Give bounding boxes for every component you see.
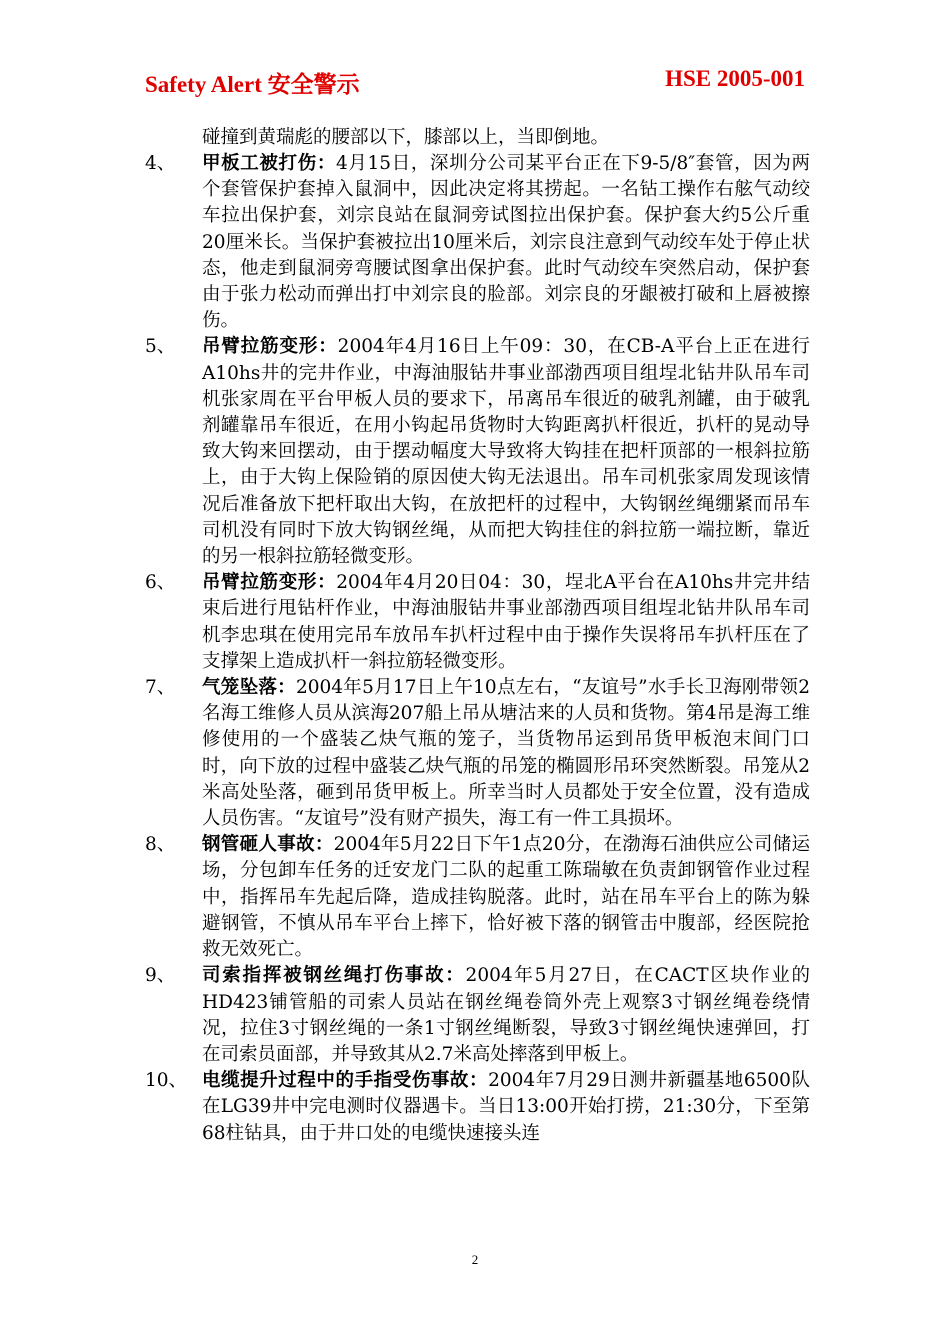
list-item xyxy=(145,570,810,675)
item-title: 吊臂拉筋变形： xyxy=(202,336,338,358)
item-text: 2004年7月29日测井新疆基地6500队在LG39井中完电测时仪器遇卡。当日13:00开始打捞，21:30分，下至第68柱钻具，由于井口处的电缆快速接头连 xyxy=(202,1070,810,1144)
item-body xyxy=(202,832,810,963)
item-body xyxy=(202,1068,810,1147)
item-title: 钢管砸人事故： xyxy=(202,834,334,856)
item-number: 7、 xyxy=(145,677,176,699)
item-body xyxy=(202,334,810,570)
item-number: 10、 xyxy=(145,1070,188,1092)
item-number: 6、 xyxy=(145,572,176,594)
item-text: 2004年5月27日，在CACT区块作业的HD423铺管船的司索人员站在钢丝绳卷筒外壳上观察3寸钢丝绳卷绕情况，拉住3寸钢丝绳的一条1寸钢丝绳断裂，导致3寸钢丝绳快速弹回，打在司索员面部，并导致其从2.7米高处摔落到甲板上。 xyxy=(202,965,810,1065)
item-title: 气笼坠落： xyxy=(202,677,296,699)
item-number: 4、 xyxy=(145,153,176,174)
list-item xyxy=(145,151,810,334)
item-text: 2004年4月20日04：30，埕北A平台在A10hs井完井结束后进行甩钻杆作业，中海油服钻井事业部渤西项目组埕北钻井队吊车司机李忠琪在使用完吊车放吊车扒杆过程中由于操作失误将吊车扒杆压在了支撑架上造成扒杆一斜拉筋轻微变形。 xyxy=(202,572,810,672)
item-number: 9、 xyxy=(145,965,176,987)
list-item xyxy=(145,1068,810,1147)
item-body xyxy=(202,963,810,1068)
list-item xyxy=(145,334,810,570)
item-text: 2004年4月16日上午09：30，在CB-A平台上正在进行A10hs井的完井作业，中海油服钻井事业部渤西项目组埕北钻井队吊车司机张家周在平台甲板人员的要求下，吊离吊车很近的破乳剂罐，由于破乳剂罐靠吊车很近，在用小钩起吊货物时大钩距离扒杆很近，扒杆的晃动导致大钩来回摆动，由于摆动幅度大导致将大钩挂在把杆顶部的一根斜拉筋上，由于大钩上保险销的原因使大钩无法退出。吊车司机张家周发现该情况后准备放下把杆取出大钩，在放把杆的过程中，大钩钢丝绳绷紧而吊车司机没有同时下放大钩钢丝绳，从而把大钩挂住的斜拉筋一端拉断，靠近的另一根斜拉筋轻微变形。 xyxy=(202,336,810,568)
item-body xyxy=(202,570,810,675)
page-header xyxy=(145,66,805,99)
item-body xyxy=(202,675,810,832)
item-text: 2004年5月22日下午1点20分，在渤海石油供应公司储运场，分包卸车任务的迁安龙门二队的起重工陈瑞敏在负责卸钢管作业过程中，指挥吊车先起后降，造成挂钩脱落。此时，站在吊车平台上的陈为躲避钢管，不慎从吊车平台上摔下，恰好被下落的钢管击中腹部，经医院抢救无效死亡。 xyxy=(202,834,810,961)
item-number: 8、 xyxy=(145,834,176,856)
item-title: 甲板工被打伤： xyxy=(202,153,336,174)
header-title: Safety Alert 安全警示 xyxy=(145,72,360,97)
item-body xyxy=(202,151,810,334)
item-title: 电缆提升过程中的手指受伤事故： xyxy=(202,1070,489,1092)
header-doc-number: HSE 2005-001 xyxy=(665,66,805,91)
continuation-text: 碰撞到黄瑞彪的腰部以下，膝部以上，当即倒地。 xyxy=(202,127,610,148)
item-text: 2004年5月17日上午10点左右，“友谊号”水手长卫海刚带领2名海工维修人员从滨海207船上吊从塘沽来的人员和货物。第4吊是海工维修使用的一个盛装乙炔气瓶的笼子，当货物吊运到吊货甲板泡末间门口时，向下放的过程中盛装乙炔气瓶的吊笼的椭圆形吊环突然断裂。吊笼从2米高处坠落，砸到吊货甲板上。所幸当时人员都处于安全位置，没有造成人员伤害。“友谊号”没有财产损失，海工有一件工具损坏。 xyxy=(202,677,810,830)
list-item xyxy=(145,832,810,963)
list-item xyxy=(145,675,810,832)
page-number: 2 xyxy=(471,1252,479,1267)
incident-list xyxy=(145,125,810,1147)
list-item xyxy=(145,963,810,1068)
item-title: 吊臂拉筋变形： xyxy=(202,572,337,594)
item-number: 5、 xyxy=(145,336,176,358)
item-title: 司索指挥被钢丝绳打伤事故： xyxy=(202,965,466,987)
item-text: 4月15日，深圳分公司某平台正在下9-5/8″套管，因为两个套管保护套掉入鼠洞中，因此决定将其捞起。一名钻工操作右舷气动绞车拉出保护套，刘宗良站在鼠洞旁试图拉出保护套。保护套大约5公斤重20厘米长。当保护套被拉出10厘米后，刘宗良注意到气动绞车处于停止状态，他走到鼠洞旁弯腰试图拿出保护套。此时气动绞车突然启动，保护套由于张力松动而弹出打中刘宗良的脸部。刘宗良的牙龈被打破和上唇被擦伤。 xyxy=(202,153,810,332)
